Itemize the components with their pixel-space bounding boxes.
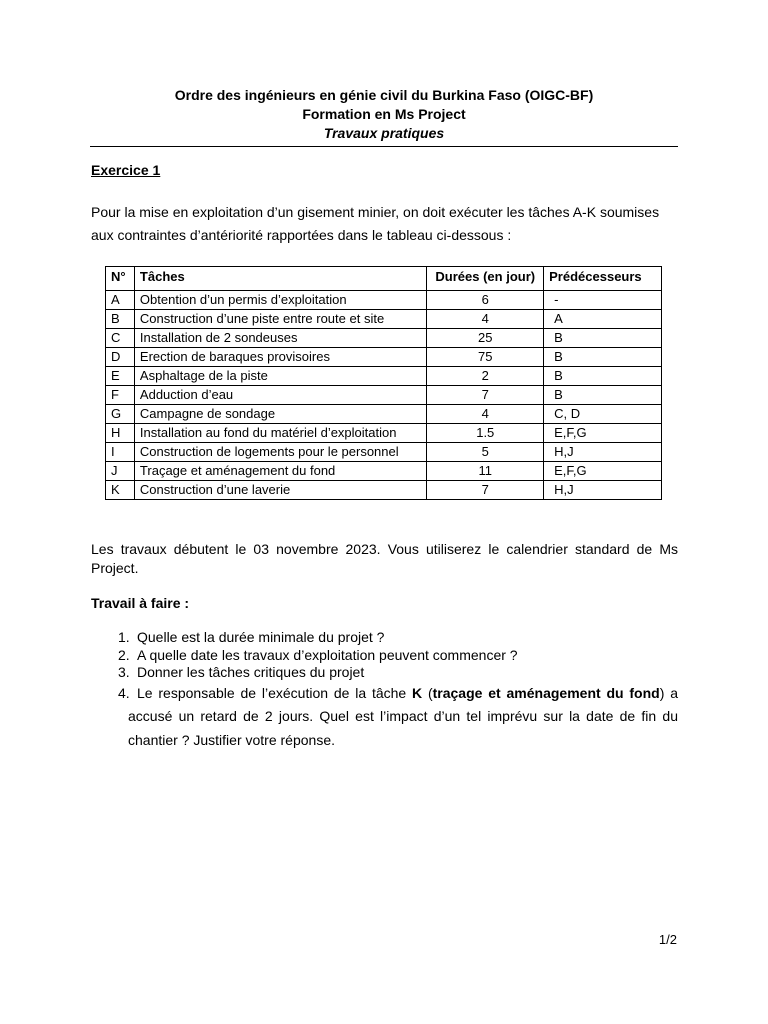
question-number: 3. bbox=[118, 664, 130, 680]
document-header bbox=[90, 86, 678, 143]
header-duration: Durées (en jour) bbox=[427, 267, 544, 291]
cell-number: H bbox=[106, 424, 135, 443]
cell-predecessors: B bbox=[544, 348, 662, 367]
cell-number: F bbox=[106, 386, 135, 405]
cell-task: Obtention d’un permis d’exploitation bbox=[134, 291, 426, 310]
intro-paragraph: Pour la mise en exploitation d’un gisement minier, on doit exécuter les tâches A-K soumises aux contraintes d’antériorité rapportées dans le tableau ci-dessous : bbox=[91, 204, 660, 243]
table-row bbox=[106, 424, 662, 443]
list-item bbox=[91, 647, 678, 665]
cell-task: Construction de logements pour le personnel bbox=[134, 443, 426, 462]
cell-duration: 75 bbox=[427, 348, 544, 367]
list-item bbox=[91, 664, 678, 682]
table-row bbox=[106, 443, 662, 462]
cell-task: Adduction d’eau bbox=[134, 386, 426, 405]
table-row bbox=[106, 310, 662, 329]
exercise-title: Exercice 1 bbox=[91, 162, 161, 178]
question-number: 1. bbox=[118, 629, 130, 645]
cell-predecessors: C, D bbox=[544, 405, 662, 424]
header-predecessors: Prédécesseurs bbox=[544, 267, 662, 291]
cell-predecessors: A bbox=[544, 310, 662, 329]
cell-duration: 2 bbox=[427, 367, 544, 386]
cell-number: G bbox=[106, 405, 135, 424]
cell-duration: 4 bbox=[427, 405, 544, 424]
cell-task: Erection de baraques provisoires bbox=[134, 348, 426, 367]
cell-task: Traçage et aménagement du fond bbox=[134, 462, 426, 481]
cell-task: Construction d’une piste entre route et site bbox=[134, 310, 426, 329]
question-text-end: ) a accusé un retard de 2 jours. Quel est l’impact d’un tel imprévu sur la date de fin du chantier ? Justifier votre réponse. bbox=[128, 684, 678, 748]
cell-duration: 25 bbox=[427, 329, 544, 348]
course-title: Formation en Ms Project bbox=[302, 106, 466, 122]
cell-predecessors: E,F,G bbox=[544, 462, 662, 481]
cell-predecessors: B bbox=[544, 386, 662, 405]
cell-number: E bbox=[106, 367, 135, 386]
cell-duration: 7 bbox=[427, 481, 544, 500]
cell-task: Construction d’une laverie bbox=[134, 481, 426, 500]
cell-duration: 4 bbox=[427, 310, 544, 329]
document-subtitle: Travaux pratiques bbox=[323, 125, 445, 141]
cell-predecessors: H,J bbox=[544, 443, 662, 462]
table-header-row bbox=[106, 267, 662, 291]
task-k-name: traçage et aménagement du fond bbox=[432, 684, 660, 701]
table-row bbox=[106, 481, 662, 500]
table-row bbox=[106, 291, 662, 310]
cell-predecessors: - bbox=[544, 291, 662, 310]
table-row bbox=[106, 329, 662, 348]
header-task: Tâches bbox=[134, 267, 426, 291]
cell-duration: 1.5 bbox=[427, 424, 544, 443]
question-number: 4. bbox=[118, 684, 130, 701]
cell-predecessors: E,F,G bbox=[544, 424, 662, 443]
list-item bbox=[91, 629, 678, 647]
question-text-start: Le responsable de l’exécution de la tâche bbox=[137, 684, 413, 701]
cell-task: Installation au fond du matériel d’exploitation bbox=[134, 424, 426, 443]
cell-predecessors: B bbox=[544, 329, 662, 348]
list-item bbox=[91, 682, 678, 753]
cell-duration: 11 bbox=[427, 462, 544, 481]
cell-duration: 5 bbox=[427, 443, 544, 462]
table-row bbox=[106, 348, 662, 367]
table-row bbox=[106, 386, 662, 405]
cell-number: C bbox=[106, 329, 135, 348]
cell-task: Campagne de sondage bbox=[134, 405, 426, 424]
question-number: 2. bbox=[118, 646, 130, 663]
table-row bbox=[106, 405, 662, 424]
cell-number: B bbox=[106, 310, 135, 329]
cell-number: A bbox=[106, 291, 135, 310]
paren-open: ( bbox=[422, 684, 433, 701]
question-text: Quelle est la durée minimale du projet ? bbox=[137, 629, 385, 645]
cell-task: Asphaltage de la piste bbox=[134, 367, 426, 386]
question-text: A quelle date les travaux d’exploitation peuvent commencer ? bbox=[137, 646, 518, 663]
page-number: 1/2 bbox=[658, 932, 677, 947]
cell-duration: 7 bbox=[427, 386, 544, 405]
cell-duration: 6 bbox=[427, 291, 544, 310]
work-title: Travail à faire : bbox=[91, 595, 190, 611]
table-row bbox=[106, 367, 662, 386]
cell-number: D bbox=[106, 348, 135, 367]
task-k-label: K bbox=[412, 684, 423, 701]
cell-number: K bbox=[106, 481, 135, 500]
table-row bbox=[106, 462, 662, 481]
start-date-paragraph: Les travaux débutent le 03 novembre 2023. Vous utiliserez le calendrier standard de Ms Project. bbox=[91, 541, 678, 576]
header-divider bbox=[90, 146, 678, 147]
cell-predecessors: B bbox=[544, 367, 662, 386]
question-text: Donner les tâches critiques du projet bbox=[137, 664, 365, 680]
cell-number: I bbox=[106, 443, 135, 462]
cell-predecessors: H,J bbox=[544, 481, 662, 500]
cell-task: Installation de 2 sondeuses bbox=[134, 329, 426, 348]
tasks-table bbox=[105, 266, 662, 500]
header-number: N° bbox=[106, 267, 135, 291]
question-list bbox=[91, 629, 678, 752]
cell-number: J bbox=[106, 462, 135, 481]
organization-title: Ordre des ingénieurs en génie civil du Burkina Faso (OIGC-BF) bbox=[174, 87, 594, 103]
